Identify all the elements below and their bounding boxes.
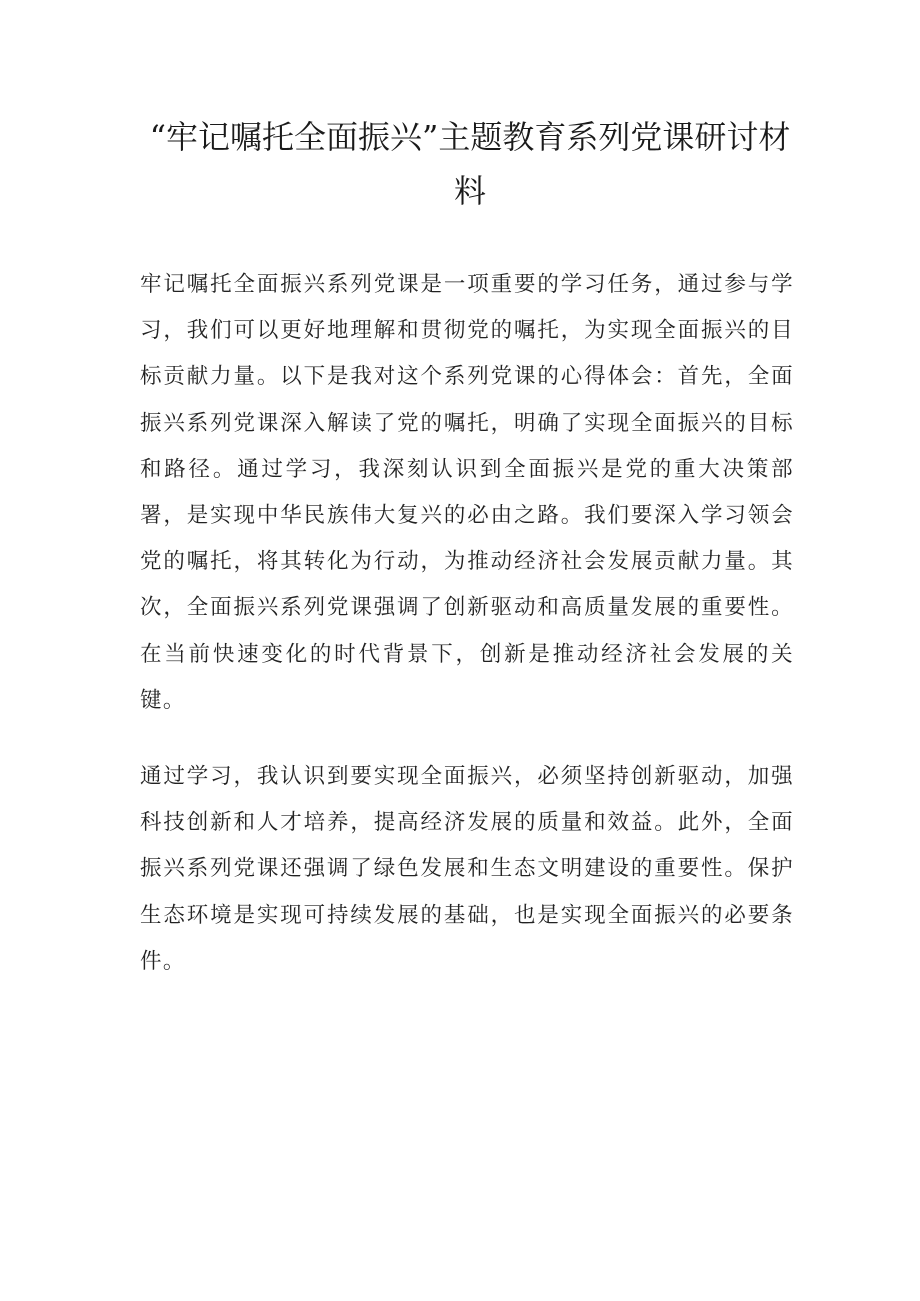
document-title: “牢记嘱托全面振兴”主题教育系列党课研讨材料 — [149, 118, 791, 210]
body-paragraph-1: 牢记嘱托全面振兴系列党课是一项重要的学习任务，通过参与学习，我们可以更好地理解和贯彻党的嘱托，为实现全面振兴的目标贡献力量。以下是我对这个系列党课的心得体会：首先，全面振兴系列党课深入解读了党的嘱托，明确了实现全面振兴的目标和路径。通过学习，我深刻认识到全面振兴是党的重大决策部署，是实现中华民族伟大复兴的必由之路。我们要深入学习领会党的嘱托，将其转化为行动，为推动经济社会发展贡献力量。其次，全面振兴系列党课强调了创新驱动和高质量发展的重要性。在当前快速变化的时代背景下，创新是推动经济社会发展的关键。 — [140, 272, 794, 713]
body-paragraph-2: 通过学习，我认识到要实现全面振兴，必须坚持创新驱动，加强科技创新和人才培养，提高经济发展的质量和效益。此外，全面振兴系列党课还强调了绿色发展和生态文明建设的重要性。保护生态环境是实现可持续发展的基础，也是实现全面振兴的必要条件。 — [140, 764, 794, 974]
